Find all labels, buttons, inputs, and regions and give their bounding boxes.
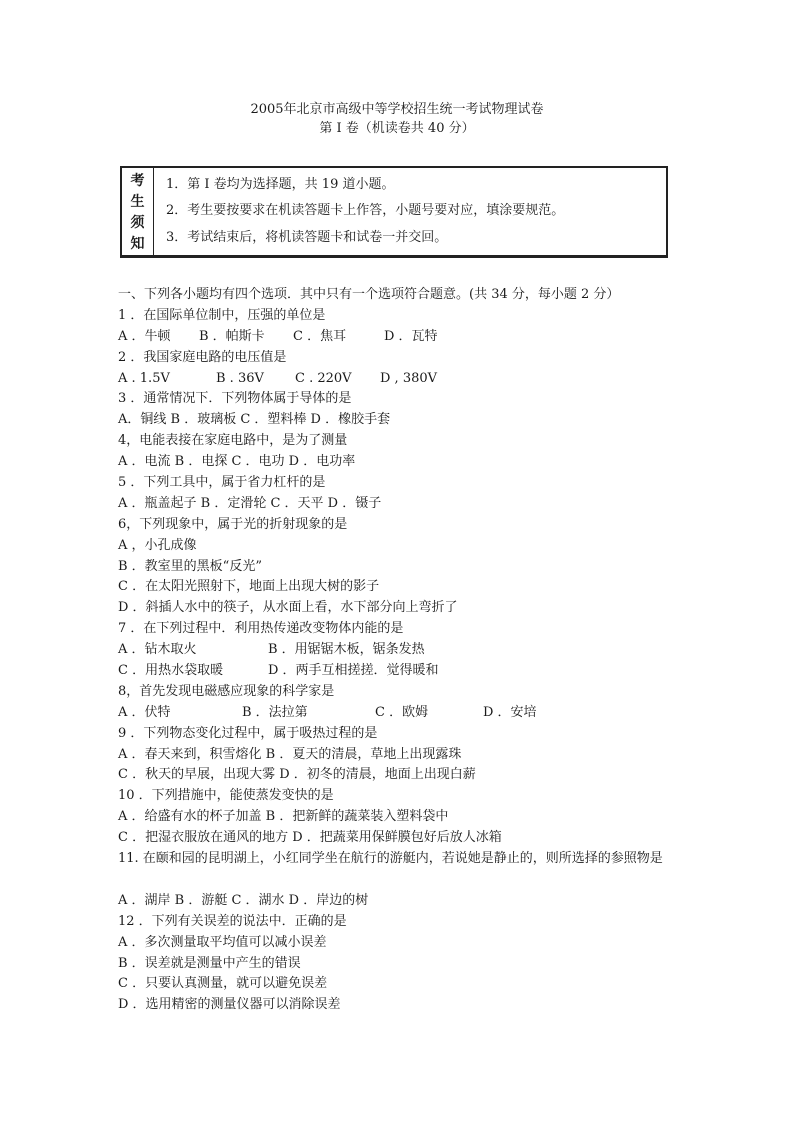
option-a: A ．钻木取火 xyxy=(118,642,197,658)
notice-label-char: 生 xyxy=(130,194,145,211)
option-a: A ．多次测量取平均值可以减小误差 xyxy=(118,934,327,950)
option-c: C ．用热水袋取暖 xyxy=(118,663,224,679)
question-3-options: A．铜线 B ．玻璃板 C ．塑料棒 D ．橡胶手套 xyxy=(118,412,391,428)
question-12-stem: 12 ．下列有关误差的说法中．正确的是 xyxy=(118,913,347,929)
option-b: B ．帕斯卡 xyxy=(199,328,265,344)
question-9-options-ab: A ．春天来到，积雪熔化 B ．夏天的清晨，草地上出现露珠 xyxy=(118,746,462,762)
notice-label-char: 考 xyxy=(130,173,145,190)
option-b: B ．用锯锯木板，锯条发热 xyxy=(268,642,425,658)
section-heading: 一、下列各小题均有四个选项．其中只有一个选项符合题意。(共 34 分，每小题 2 分） xyxy=(118,287,620,302)
question-4-stem: 4，电能表接在家庭电路中，是为了测量 xyxy=(118,433,348,449)
option-d: D ．安培 xyxy=(483,704,537,720)
candidate-notice-box xyxy=(120,166,668,258)
question-8-options xyxy=(118,703,678,724)
question-11-stem: 11. 在颐和园的昆明湖上，小红同学坐在航行的游艇内，若说她是静止的，则所选择的参照物是 xyxy=(118,851,663,867)
question-2-stem: 2 ．我国家庭电路的电压值是 xyxy=(118,349,287,365)
question-7-stem: 7 ．在下列过程中．利用热传递改变物体内能的是 xyxy=(118,621,404,637)
notice-label xyxy=(122,168,154,255)
option-c: C ．焦耳 xyxy=(293,328,347,344)
exam-subtitle: 第 I 卷（机读卷共 40 分） xyxy=(319,121,475,136)
question-5-stem: 5 ．下列工具中，属于省力杠杆的是 xyxy=(118,475,326,491)
option-b: B ．法拉第 xyxy=(242,704,308,720)
question-10-options-cd: C ．把湿衣服放在通风的地方 D ．把蔬菜用保鲜膜包好后放人冰箱 xyxy=(118,830,502,846)
notice-item: 3．考试结束后，将机读答题卡和试卷一并交回。 xyxy=(166,229,448,245)
option-c: C . 220V xyxy=(295,370,352,386)
question-10-stem: 10 ．下列措施中，能使蒸发变快的是 xyxy=(118,788,334,804)
question-10-options-ab: A ．给盛有水的杯子加盖 B ．把新鲜的蔬菜装入塑料袋中 xyxy=(118,809,449,825)
option-b: B ．教室里的黑板“反光” xyxy=(118,558,262,574)
option-c: C ．只要认真测量，就可以避免误差 xyxy=(118,976,328,992)
question-11-options: A ．湖岸 B ．游艇 C ．湖水 D ．岸边的树 xyxy=(118,892,369,908)
option-a: A ．牛顿 xyxy=(118,328,171,344)
notice-label-char: 知 xyxy=(130,235,145,252)
question-1-options xyxy=(118,327,678,348)
option-d: D ．两手互相搓搓．觉得暖和 xyxy=(268,663,439,679)
option-a: A . 1.5V xyxy=(118,370,170,386)
option-b: B . 36V xyxy=(216,370,264,386)
option-b: B ．误差就是测量中产生的错误 xyxy=(118,955,301,971)
question-1-stem: 1 ．在国际单位制中，压强的单位是 xyxy=(118,307,326,323)
notice-item: 2．考生要按要求在机读答题卡上作答，小题号要对应，填涂要规范。 xyxy=(166,203,565,219)
notice-items xyxy=(166,168,658,255)
option-d: D ．斜插人水中的筷子，从水面上看，水下部分向上弯折了 xyxy=(118,600,458,616)
question-9-options-cd: C ．秋天的早展，出现大雾 D ．初冬的清晨，地面上出现白薪 xyxy=(118,767,476,783)
question-9-stem: 9 ．下列物态变化过程中，属于吸热过程的是 xyxy=(118,725,378,741)
notice-label-char: 须 xyxy=(130,214,145,231)
questions-section xyxy=(118,285,678,1016)
question-2-options xyxy=(118,369,678,390)
question-4-options: A ．电流 B ．电探 C ．电功 D ．电功率 xyxy=(118,454,356,470)
question-7-options-cd xyxy=(118,661,678,682)
exam-title: 2005年北京市高级中等学校招生统一考试物理试卷 xyxy=(250,102,544,117)
question-7-options-ab xyxy=(118,640,678,661)
option-c: C ．在太阳光照射下，地面上出现大树的影子 xyxy=(118,579,380,595)
option-c: C ．欧姆 xyxy=(375,704,429,720)
option-d: D , 380V xyxy=(380,370,438,386)
question-8-stem: 8，首先发现电磁感应现象的科学家是 xyxy=(118,683,335,699)
question-6-stem: 6，下列现象中，属于光的折射现象的是 xyxy=(118,516,348,532)
option-d: D ．选用精密的测量仪器可以消除误差 xyxy=(118,997,341,1013)
question-3-stem: 3 ．通常情况下．下列物体属于导体的是 xyxy=(118,391,352,407)
option-a: A ．伏特 xyxy=(118,704,171,720)
option-d: D ．瓦特 xyxy=(384,328,438,344)
option-a: A ，小孔成像 xyxy=(118,537,197,553)
question-5-options: A ．瓶盖起子 B ．定滑轮 C ．天平 D ．镊子 xyxy=(118,495,382,511)
notice-item: 1．第 I 卷均为选择题，共 19 道小题。 xyxy=(166,177,395,193)
